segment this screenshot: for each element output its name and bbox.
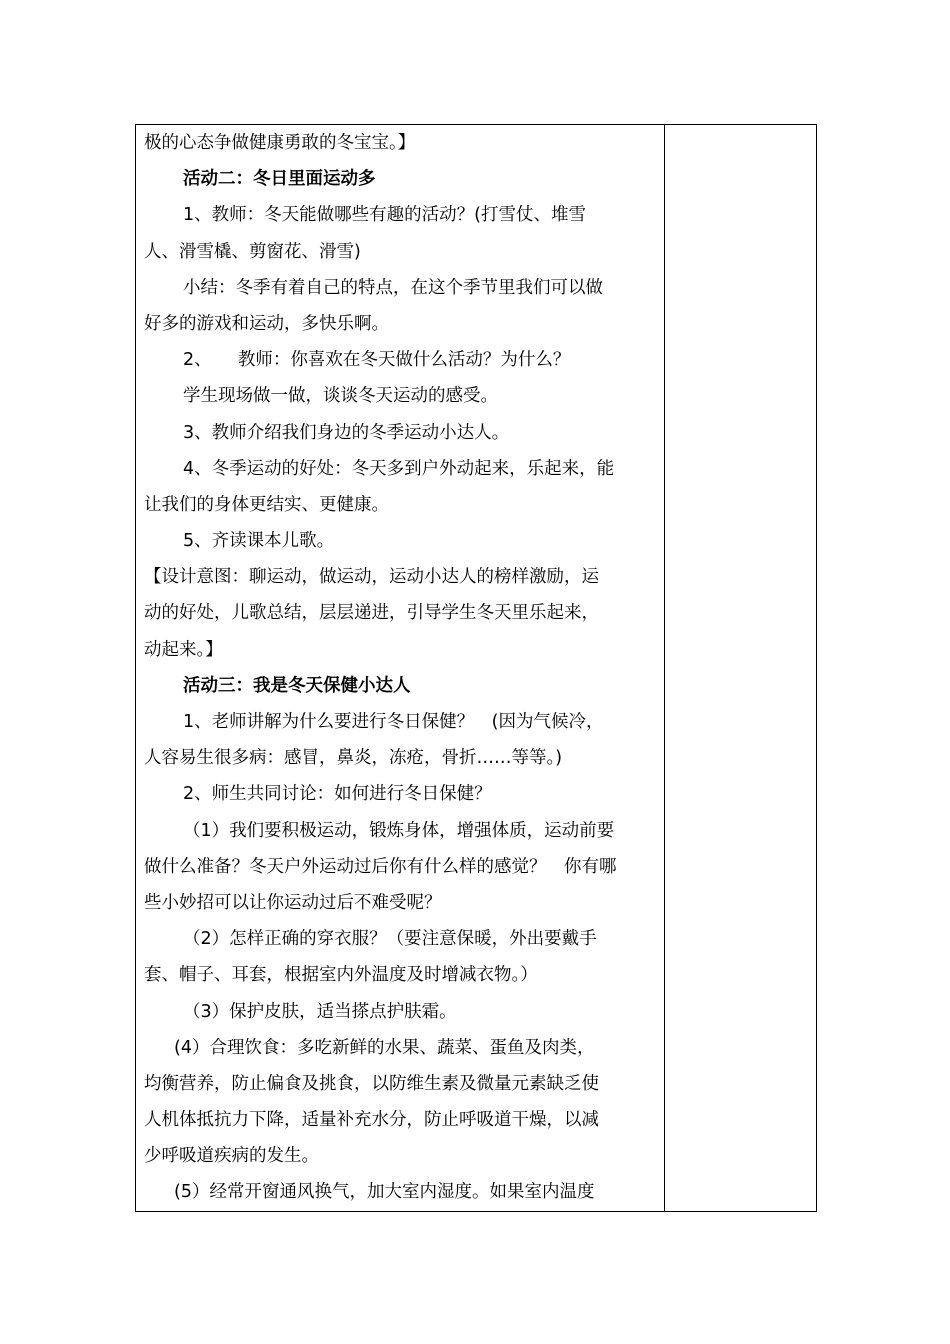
content-text [136, 125, 664, 1211]
design-intent: 动起来。】 [144, 639, 223, 660]
text-line: 套、帽子、耳套，根据室内外温度及时增减衣物。） [144, 965, 538, 986]
text-line: 2、 教师：你喜欢在冬天做什么活动？为什么？ [183, 350, 571, 371]
text-line: 2、师生共同讨论：如何进行冬日保健？ [183, 784, 492, 805]
text-line: 人机体抵抗力下降，适量补充水分，防止呼吸道干燥，以减 [144, 1110, 599, 1131]
text-line: (4）合理饮食：多吃新鲜的水果、蔬菜、蛋鱼及肉类， [174, 1037, 595, 1058]
text-line: 人、滑雪橇、剪窗花、滑雪) [144, 241, 361, 262]
text-line: 做什么准备？冬天户外运动过后你有什么样的感觉？ 你有哪 [144, 856, 617, 877]
text-line: （1）我们要积极运动，锻炼身体，增强体质，运动前要 [183, 820, 615, 841]
text-line: 5、齐读课本儿歌。 [183, 531, 335, 552]
text-line: （3）保护皮肤，适当搽点护肤霜。 [183, 1001, 457, 1022]
content-cell [136, 125, 665, 1212]
notes-cell [665, 125, 817, 1212]
activity-heading: 活动二：冬日里面运动多 [183, 169, 376, 190]
text-line: 好多的游戏和运动，多快乐啊。 [144, 313, 389, 334]
text-line: 均衡营养，防止偏食及挑食，以防维生素及微量元素缺乏使 [144, 1073, 599, 1094]
text-line: 4、冬季运动的好处：冬天多到户外动起来，乐起来，能 [183, 458, 615, 479]
text-line: 1、老师讲解为什么要进行冬日保健？ (因为气候冷， [183, 712, 604, 732]
text-line: 少呼吸道疾病的发生。 [144, 1146, 319, 1167]
text-line: 1、教师：冬天能做哪些有趣的活动？(打雪仗、堆雪 [183, 205, 586, 226]
text-line: 小结：冬季有着自己的特点，在这个季节里我们可以做 [183, 277, 603, 298]
text-line: 让我们的身体更结实、更健康。 [144, 494, 389, 515]
text-line: （2）怎样正确的穿衣服？（要注意保暖，外出要戴手 [183, 929, 597, 950]
text-line: 人容易生很多病：感冒，鼻炎，冻疮，骨折……等等。) [144, 748, 563, 769]
text-line: 学生现场做一做，谈谈冬天运动的感受。 [183, 386, 498, 407]
design-intent: 动的好处，儿歌总结，层层递进，引导学生冬天里乐起来， [144, 603, 599, 624]
text-line: (5）经常开窗通风换气，加大室内湿度。如果室内温度 [174, 1182, 595, 1203]
text-line: 极的心态争做健康勇敢的冬宝宝。】 [144, 133, 416, 153]
text-line: 些小妙招可以让你运动过后不难受呢？ [144, 892, 442, 913]
lesson-plan-table [135, 124, 817, 1212]
text-line: 3、教师介绍我们身边的冬季运动小达人。 [183, 422, 510, 443]
design-intent: 【设计意图：聊运动，做运动，运动小达人的榜样激励，运 [144, 567, 599, 588]
activity-heading: 活动三：我是冬天保健小达人 [183, 675, 411, 696]
